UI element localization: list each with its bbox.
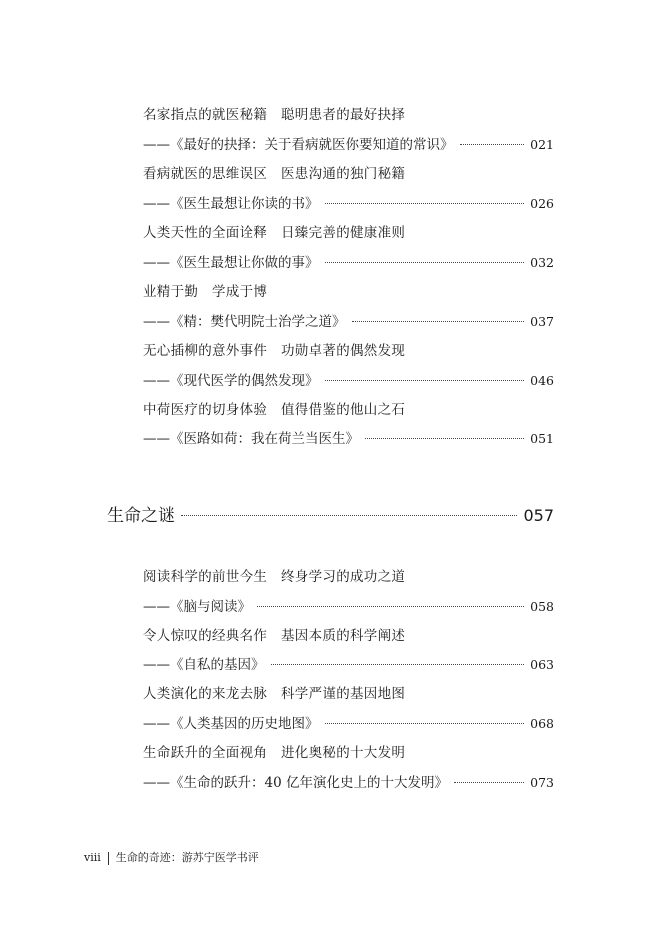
entry-page: 026 (530, 196, 554, 211)
entry-page: 058 (530, 599, 554, 614)
entry-book: ——《医路如荷：我在荷兰当医生》 (143, 431, 359, 447)
entry-book-line[interactable] (143, 195, 554, 213)
entry-book-line[interactable] (143, 656, 554, 674)
dot-leader (460, 144, 525, 145)
section-heading[interactable] (107, 505, 554, 527)
entry-book: ——《人类基因的历史地图》 (143, 716, 319, 732)
entry-book-line[interactable] (143, 430, 554, 448)
entry-title: 生命跃升的全面视角 进化奥秘的十大发明 (143, 745, 406, 761)
entry-book-line[interactable] (143, 372, 554, 390)
entry-book: ——《脑与阅读》 (143, 599, 251, 615)
entry-title: 中荷医疗的切身体验 值得借鉴的他山之石 (143, 402, 406, 418)
entry-page: 046 (530, 373, 554, 388)
entry-title: 业精于勤 学成于博 (143, 284, 268, 300)
dot-leader (325, 380, 525, 381)
entry-title: 人类演化的来龙去脉 科学严谨的基因地图 (143, 686, 406, 702)
page-footer (84, 851, 259, 865)
footer-divider (108, 852, 109, 865)
section-page: 057 (523, 506, 554, 525)
entry-title: 无心插柳的意外事件 功勋卓著的偶然发现 (143, 343, 406, 359)
entry-book-line[interactable] (143, 254, 554, 272)
entry-book: ——《生命的跃升：40 亿年演化史上的十大发明》 (143, 775, 448, 791)
entry-page: 063 (530, 657, 554, 672)
entry-book-line[interactable] (143, 774, 554, 792)
entry-book: ——《自私的基因》 (143, 657, 265, 673)
footer-book-title: 生命的奇迹：游苏宁医学书评 (115, 851, 259, 864)
dot-leader (271, 664, 525, 665)
dot-leader (352, 321, 525, 322)
entry-title: 看病就医的思维误区 医患沟通的独门秘籍 (143, 166, 406, 182)
entry-title: 名家指点的就医秘籍 聪明患者的最好抉择 (143, 107, 406, 123)
dot-leader (325, 723, 525, 724)
dot-leader (257, 606, 524, 607)
entry-page: 068 (530, 716, 554, 731)
entry-book-line[interactable] (143, 313, 554, 331)
footer-page-number: viii (84, 851, 101, 864)
entry-book: ——《最好的抉择：关于看病就医你要知道的常识》 (143, 137, 454, 153)
dot-leader (325, 262, 525, 263)
dot-leader (365, 438, 524, 439)
entry-page: 037 (530, 314, 554, 329)
entry-title: 人类天性的全面诠释 日臻完善的健康准则 (143, 225, 406, 241)
entry-page: 073 (530, 775, 554, 790)
entry-book: ——《现代医学的偶然发现》 (143, 373, 319, 389)
entry-book: ——《医生最想让你读的书》 (143, 196, 319, 212)
dot-leader (181, 515, 517, 516)
entry-book: ——《医生最想让你做的事》 (143, 255, 319, 271)
entry-page: 032 (530, 255, 554, 270)
entry-book-line[interactable] (143, 136, 554, 154)
section-title: 生命之谜 (107, 506, 175, 526)
entry-title: 令人惊叹的经典名作 基因本质的科学阐述 (143, 628, 406, 644)
dot-leader (454, 782, 524, 783)
entry-title: 阅读科学的前世今生 终身学习的成功之道 (143, 569, 406, 585)
entry-page: 021 (530, 137, 554, 152)
entry-book-line[interactable] (143, 598, 554, 616)
dot-leader (325, 203, 525, 204)
entry-book-line[interactable] (143, 715, 554, 733)
entry-page: 051 (530, 431, 554, 446)
entry-book: ——《精：樊代明院士治学之道》 (143, 314, 346, 330)
